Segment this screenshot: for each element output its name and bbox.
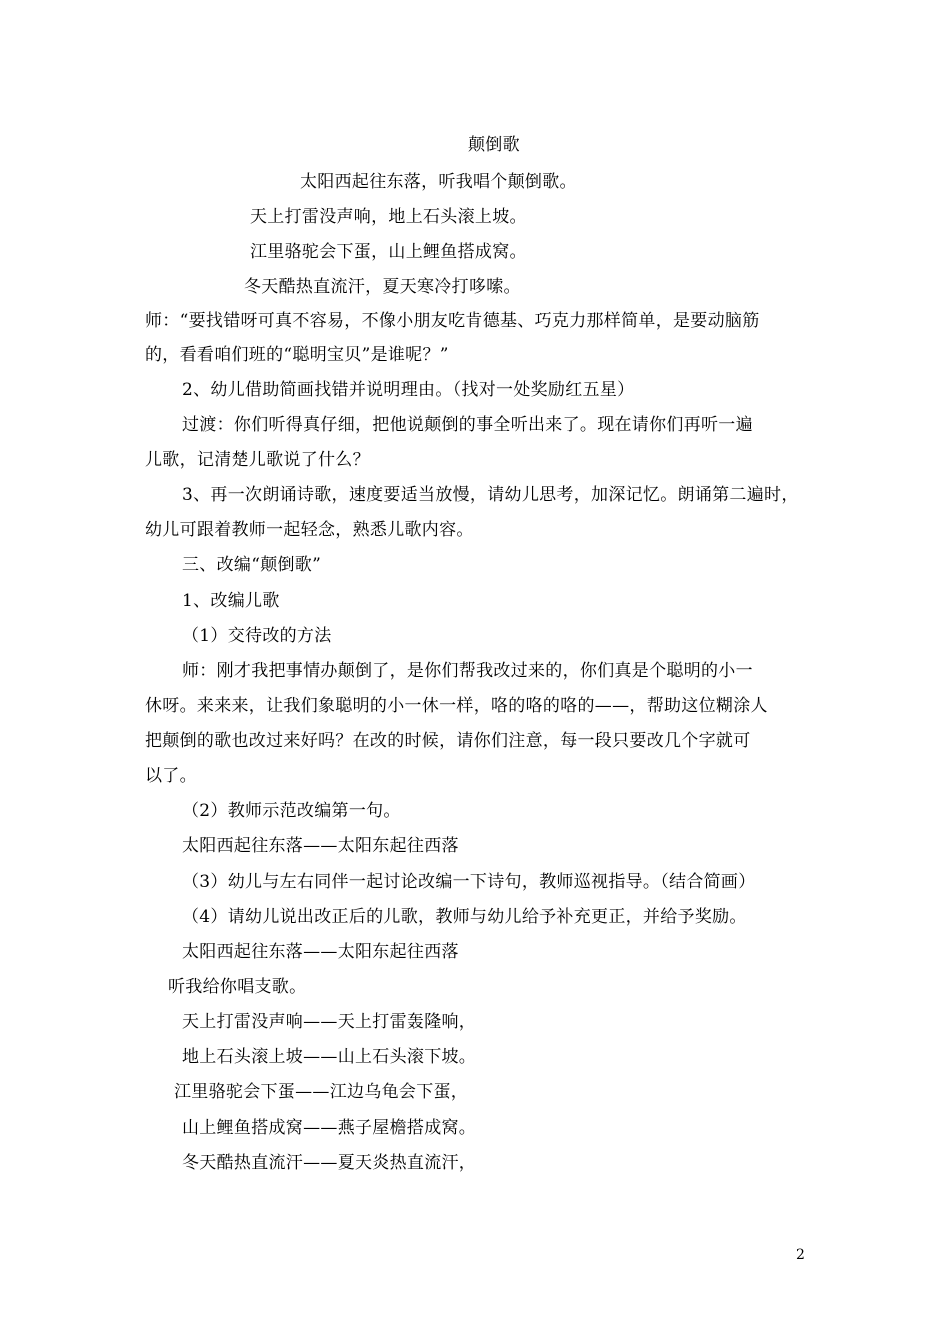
paragraph-line: 师：刚才我把事情办颠倒了，是你们帮我改过来的，你们真是个聪明的小一 xyxy=(182,661,753,681)
page-number: 2 xyxy=(796,1247,805,1263)
paragraph-line: 天上打雷没声响——天上打雷轰隆响， xyxy=(182,1012,477,1032)
poem-line: 太阳西起往东落，听我唱个颠倒歌。 xyxy=(300,172,577,192)
section-heading: 三、改编“颠倒歌” xyxy=(182,555,322,575)
paragraph-line: 幼儿可跟着教师一起轻念，熟悉儿歌内容。 xyxy=(145,520,474,540)
paragraph-line: 儿歌，记清楚儿歌说了什么？ xyxy=(145,450,370,470)
paragraph-line: 太阳西起往东落——太阳东起往西落 xyxy=(182,942,459,962)
paragraph-line: 休呀。来来来，让我们象聪明的小一休一样，咯的咯的咯的——，帮助这位糊涂人 xyxy=(145,696,768,716)
paragraph-line: 的，看看咱们班的“聪明宝贝”是谁呢？” xyxy=(145,345,449,365)
paragraph-line: 冬天酷热直流汗——夏天炎热直流汗， xyxy=(182,1153,477,1173)
paragraph-line: 师：“要找错呀可真不容易，不像小朋友吃肯德基、巧克力那样简单，是要动脑筋 xyxy=(145,311,760,331)
paragraph-line: 太阳西起往东落——太阳东起往西落 xyxy=(182,836,459,856)
paragraph-line: 山上鲤鱼搭成窝——燕子屋檐搭成窝。 xyxy=(182,1118,477,1138)
paragraph-line: 以了。 xyxy=(145,766,197,786)
paragraph-line: 2、幼儿借助简画找错并说明理由。（找对一处奖励红五星） xyxy=(182,380,635,400)
paragraph-line: 过渡：你们听得真仔细，把他说颠倒的事全听出来了。现在请你们再听一遍 xyxy=(182,415,753,435)
poem-title: 颠倒歌 xyxy=(468,135,520,155)
paragraph-line: 3、再一次朗诵诗歌，速度要适当放慢，请幼儿思考，加深记忆。朗诵第二遍时， xyxy=(182,485,799,505)
paragraph-line: （2）教师示范改编第一句。 xyxy=(182,801,401,821)
paragraph-line: 地上石头滚上坡——山上石头滚下坡。 xyxy=(182,1047,477,1067)
paragraph-line: 听我给你唱支歌。 xyxy=(168,977,307,997)
poem-line: 冬天酷热直流汗，夏天寒冷打哆嗦。 xyxy=(244,277,521,297)
poem-line: 江里骆驼会下蛋，山上鲤鱼搭成窝。 xyxy=(250,242,527,262)
paragraph-line: 江里骆驼会下蛋——江边乌龟会下蛋， xyxy=(174,1082,469,1102)
paragraph-line: （1）交待改的方法 xyxy=(182,626,332,646)
subsection-heading: 1、改编儿歌 xyxy=(182,591,280,611)
paragraph-line: （4）请幼儿说出改正后的儿歌，教师与幼儿给予补充更正，并给予奖励。 xyxy=(182,907,747,927)
paragraph-line: （3）幼儿与左右同伴一起讨论改编一下诗句，教师巡视指导。（结合简画） xyxy=(182,872,756,892)
paragraph-line: 把颠倒的歌也改过来好吗？在改的时候，请你们注意，每一段只要改几个字就可 xyxy=(145,731,751,751)
poem-line: 天上打雷没声响，地上石头滚上坡。 xyxy=(250,207,527,227)
